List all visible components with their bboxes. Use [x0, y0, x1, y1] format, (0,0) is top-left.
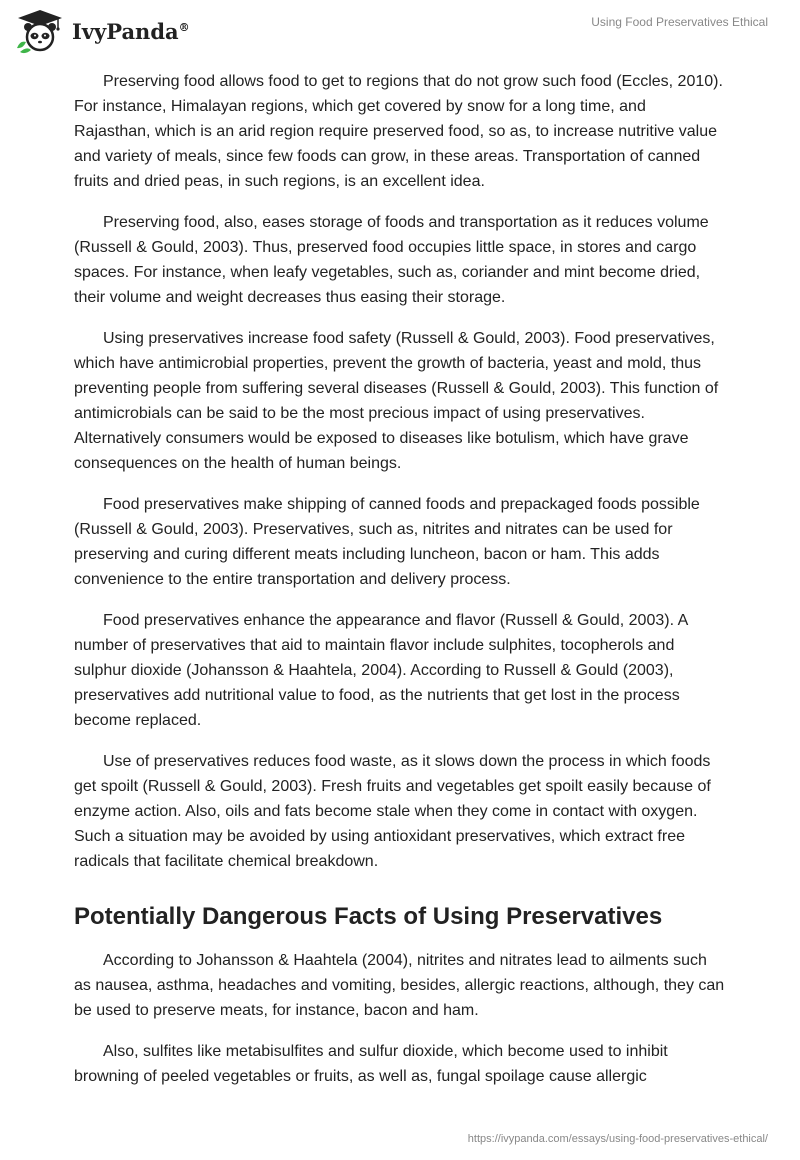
- paragraph: Preserving food, also, eases storage of foods and transportation as it reduces volume (Russell & Gould, 2003). Thus, preserved food occupies little space, in stores and cargo spaces. For instance, when leafy vegetables, such as, coriander and mint become dried, their volume and weight decreases thus easing their storage.: [74, 214, 709, 306]
- brand-name-text: IvyPanda: [72, 18, 179, 44]
- paragraph: According to Johansson & Haahtela (2004), nitrites and nitrates lead to ailments such as nausea, asthma, headaches and vomiting, besides, allergic reactions, although, they can be used to preserve meats, for instance, bacon and ham.: [74, 952, 725, 1019]
- paragraph: Use of preservatives reduces food waste, as it slows down the process in which foods get spoilt (Russell & Gould, 2003). Fresh fruits and vegetables get spoilt easily because of enzyme action. Also, oils and fats become stale when they come in contact with oxygen. Such a situation may be avoided by using antioxidant preservatives, which extract free radicals that facilitate chemical breakdown.: [74, 753, 711, 870]
- source-url[interactable]: https://ivypanda.com/essays/using-food-preservatives-ethical/: [467, 1133, 768, 1145]
- registered-mark: ®: [178, 20, 190, 34]
- essay-content: [74, 69, 726, 1105]
- brand-logo[interactable]: [14, 8, 190, 54]
- brand-name: [72, 19, 190, 44]
- document-title: Using Food Preservatives Ethical: [591, 15, 768, 29]
- paragraph: Using preservatives increase food safety (Russell & Gould, 2003). Food preservatives, which have antimicrobial properties, prevent the growth of bacteria, yeast and mold, thus preventing people from suffering several diseases (Russell & Gould, 2003). This function of antimicrobials can be said to be the most precious impact of using preservatives. Alternatively consumers would be exposed to diseases like botulism, which have grave consequences on the health of human beings.: [74, 330, 719, 472]
- section-heading: Potentially Dangerous Facts of Using Preservatives: [74, 903, 663, 930]
- paragraph: Food preservatives make shipping of canned foods and prepackaged foods possible (Russell & Gould, 2003). Preservatives, such as, nitrites and nitrates can be used for preserving and curing different meats including luncheon, bacon or ham. This adds convenience to the entire transportation and delivery process.: [74, 496, 700, 588]
- paragraph: Food preservatives enhance the appearance and flavor (Russell & Gould, 2003). A number of preservatives that aid to maintain flavor include sulphites, tocopherols and sulphur dioxide (Johansson & Haahtela, 2004). According to Russell & Gould (2003), preservatives add nutritional value to food, as the nutrients that get lost in the process become replaced.: [74, 612, 688, 729]
- paragraph: Also, sulfites like metabisulfites and sulfur dioxide, which become used to inhibit browning of peeled vegetables or fruits, as well as, fungal spoilage cause allergic: [74, 1043, 668, 1085]
- panda-graduate-icon: [14, 8, 66, 54]
- paragraph: Preserving food allows food to get to regions that do not grow such food (Eccles, 2010). For instance, Himalayan regions, which get covered by snow for a long time, and Rajasthan, which is an arid region require preserved food, so as, to increase nutritive value and variety of meals, since few foods can grow, in these areas. Transportation of canned fruits and dried peas, in such regions, is an excellent idea.: [74, 73, 723, 190]
- page-header: [0, 0, 800, 60]
